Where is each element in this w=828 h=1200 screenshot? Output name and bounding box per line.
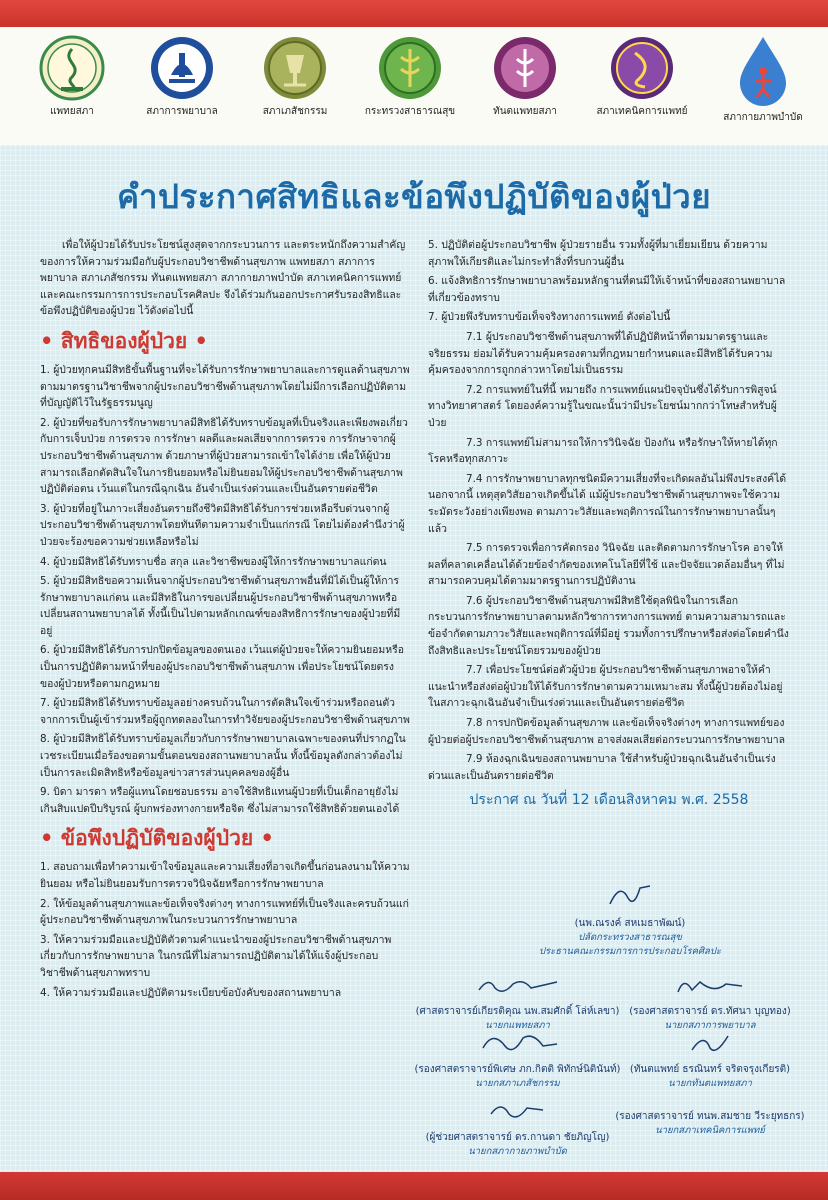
signature-block [610,972,810,1033]
fact-item: 7.1 ผู้ประกอบวิชาชีพด้านสุขภาพที่ได้ปฏิบัติหน้าที่ตามมาตรฐานและจริยธรรม ย่อมได้รับความคุ้มครองตามที่กฎหมายกำหนดและมีสิทธิได้รับความคุ้มครองจากการถูกกล่าวหาโดยไม่เป็นธรรม [428,330,773,377]
signature-mark-icon [473,972,563,1000]
medical-technology-council-seal-icon [609,35,675,101]
logo-label: กระทรวงสาธารณสุข [364,106,456,117]
rights-item: 9. บิดา มารดา หรือผู้แทนโดยชอบธรรม อาจใช้สิทธิแทนผู้ป่วยที่เป็นเด็กอายุยังไม่เกินสิบแปดปีบริบูรณ์ ผู้บกพร่องทางกายหรือจิต ซึ่งไม่สามารถใช้สิทธิด้วยตนเองได้ [40,786,400,815]
signatory-position: นายกสภาเทคนิคการแพทย์ [655,1125,765,1136]
signature-mark-icon [670,972,750,1000]
logo-medical-council [17,35,127,119]
ministry-public-health-seal-icon [377,35,443,101]
bullet-icon: • [40,327,54,353]
signatory-name: (ทันตแพทย์ ธรณินทร์ จริตจรุงเกียรติ) [629,1064,791,1075]
physical-therapy-council-seal-icon [730,35,796,107]
duties-item: 5. ปฏิบัติต่อผู้ประกอบวิชาชีพ ผู้ป่วยรายอื่น รวมทั้งผู้ที่มาเยี่ยมเยียน ด้วยความสุภาพให้เกียรติและไม่กระทำสิ่งที่รบกวนผู้อื่น [428,239,768,268]
fact-item: 7.2 การแพทย์ในที่นี้ หมายถึง การแพทย์แผนปัจจุบันซึ่งได้รับการพิสูจน์ทางวิทยาศาสตร์ โดยองค์ความรู้ในขณะนั้นว่ามีประโยชน์มากกว่าโทษสำหรับผู้ป่วย [428,383,777,429]
signatory-name: (ผู้ช่วยศาสตราจารย์ ดร.กานดา ชัยภิญโญ) [425,1132,610,1143]
logo-label: ทันตแพทยสภา [493,106,557,117]
duties-item: 2. ให้ข้อมูลด้านสุขภาพและข้อเท็จจริงต่างๆ ทางการแพทย์ที่เป็นจริงและครบถ้วนแก่ผู้ประกอบวิชาชีพด้านสุขภาพในกระบวนการรักษาพยาบาล [40,897,409,927]
duties-heading [40,825,410,851]
signature-block [410,1028,625,1091]
fact-item: 7.4 การรักษาพยาบาลทุกชนิดมีความเสี่ยงที่จะเกิดผลอันไม่พึงประสงค์ได้ นอกจากนี้ เหตุสุดวิสัยอาจเกิดขึ้นได้ แม้ผู้ประกอบวิชาชีพด้านสุขภาพจะใช้ความระมัดระวังอย่างเพียงพอ ตามภาวะวิสัยและพฤติการณ์ในการรักษาพยาบาลนั้นๆ แล้ว [428,472,787,535]
bullet-icon: • [260,825,274,851]
signature-block [610,1028,810,1091]
signatory-position: นายกแพทยสภา [485,1020,550,1031]
rights-item: 6. ผู้ป่วยมีสิทธิได้รับการปกปิดข้อมูลของตนเอง เว้นแต่ผู้ป่วยจะให้ความยินยอมหรือเป็นการปฏิบัติตามหน้าที่ของผู้ประกอบวิชาชีพด้านสุขภาพ เพื่อประโยชน์โดยตรงของผู้ป่วยหรือตามกฎหมาย [40,644,404,690]
pharmacy-council-seal-icon [262,35,328,101]
bullet-icon: • [194,327,208,353]
signatory-name: (รองศาสตราจารย์ ทนพ.สมชาย วีระยุทธกร) [615,1111,805,1122]
fact-item: 7.9 ห้องฉุกเฉินของสถานพยาบาล ใช้สำหรับผู้ป่วยฉุกเฉินอันจำเป็นเร่งด่วนและเป็นอันตรายต่อชีวิต [428,753,776,782]
logo-label: สภาเภสัชกรรม [262,106,328,117]
bullet-icon: • [40,825,54,851]
signatory-position: นายกสภาเภสัชกรรม [475,1078,560,1089]
duties-item: 6. แจ้งสิทธิการรักษาพยาบาลพร้อมหลักฐานที่ตนมีให้เจ้าหน้าที่ของสถานพยาบาลที่เกี่ยวข้องทราบ [428,275,786,304]
signature-block [520,878,740,959]
logo-physical-therapy-council [708,35,818,125]
logo-nursing-council [127,35,237,119]
rights-item: 7. ผู้ป่วยมีสิทธิได้รับทราบข้อมูลอย่างครบถ้วนในการตัดสินใจเข้าร่วมหรือถอนตัวจากการเป็นผู้เข้าร่วมหรือผู้ถูกทดลองในการทำวิจัยของผู้ประกอบวิชาชีพด้านสุขภาพ [40,697,410,726]
logo-dental-council [470,35,580,119]
signatory-name: (รองศาสตราจารย์พิเศษ ภก.กิตติ พิทักษ์นิตินันท์) [414,1064,621,1075]
logo-pharmacy-council [240,35,350,119]
signatory-position: นายกสภากายภาพบำบัด [468,1146,567,1157]
logo-label: สภาเทคนิคการแพทย์ [596,106,688,117]
rights-item: 8. ผู้ป่วยมีสิทธิได้รับทราบข้อมูลเกี่ยวกับการรักษาพยาบาลเฉพาะของตนที่ปรากฏในเวชระเบียนเมื่อร้องขอตามขั้นตอนของสถานพยาบาลนั้น ทั้งนี้ข้อมูลดังกล่าวต้องไม่เป็นการละเมิดสิทธิหรือข้อมูลข่าวสารส่วนบุคคลของผู้อื่น [40,733,406,779]
rights-heading [40,328,410,354]
signature-block [410,972,625,1033]
fact-item: 7.8 การปกปิดข้อมูลด้านสุขภาพ และข้อเท็จจริงต่างๆ ทางการแพทย์ของผู้ป่วยต่อผู้ประกอบวิชาชีพด้านสุขภาพ อาจส่งผลเสียต่อกระบวนการรักษาพยาบาล [428,717,785,746]
rights-item: 1. ผู้ป่วยทุกคนมีสิทธิขั้นพื้นฐานที่จะได้รับการรักษาพยาบาลและการดูแลด้านสุขภาพตามมาตรฐานวิชาชีพจากผู้ประกอบวิชาชีพด้านสุขภาพโดยไม่มีการเลือกปฏิบัติตามที่บัญญัติไว้ในรัฐธรรมนูญ [40,363,410,410]
signatory-position: ประธานคณะกรรมการการประกอบโรคศิลปะ [539,946,721,957]
fact-item: 7.6 ผู้ประกอบวิชาชีพด้านสุขภาพมีสิทธิใช้ดุลพินิจในการเลือกกระบวนการรักษาพยาบาลตามหลักวิชาการทางการแพทย์ ตามความสามารถและข้อจำกัดตามภาวะวิสัยและพฤติการณ์ที่มีอยู่ รวมทั้งการปรึกษาหรือส่งต่อโดยคำนึงถึงสิทธิและประโยชน์โดยรวมของผู้ป่วย [428,594,789,657]
intro-paragraph: เพื่อให้ผู้ป่วยได้รับประโยชน์สูงสุดจากกระบวนการ และตระหนักถึงความสำคัญของการให้ความร่วมมือกับผู้ประกอบวิชาชีพด้านสุขภาพ แพทยสภา สภาการพยาบาล สภาเภสัชกรรม ทันตแพทยสภา สภากายภาพบำบัด สภาเทคนิคการแพทย์ และคณะกรรมการการประกอบโรคศิลปะ จึงได้ร่วมกันออกประกาศรับรองสิทธิและข้อพึงปฏิบัติของผู้ป่วย ไว้ดังต่อไปนี้ [40,239,406,318]
top-color-band [0,0,828,27]
duties-heading-text: ข้อพึงปฏิบัติของผู้ป่วย [60,825,254,851]
signature-mark-icon [600,878,660,912]
rights-heading-text: สิทธิของผู้ป่วย [60,327,188,353]
logo-label: แพทยสภา [50,106,94,117]
bottom-color-band [0,1172,828,1200]
announcement-date: ประกาศ ณ วันที่ 12 เดือนสิงหาคม พ.ศ. 2558 [469,792,749,809]
signatory-position: นายกทันตแพทยสภา [668,1078,752,1089]
fact-item: 7.3 การแพทย์ไม่สามารถให้การวินิจฉัย ป้องกัน หรือรักษาให้หายได้ทุกโรคหรือทุกสภาวะ [428,436,778,466]
signatory-name: (นพ.ณรงค์ สหเมธาพัฒน์) [574,918,686,929]
medical-council-seal-icon [39,35,105,101]
left-column [40,237,410,1004]
signatory-name: (รองศาสตราจารย์ ดร.ทัศนา บุญทอง) [629,1006,791,1017]
duties-item: 4. ให้ความร่วมมือและปฏิบัติตามระเบียบข้อบังคับของสถานพยาบาล [40,986,342,999]
right-column [428,237,790,815]
signature-mark-icon [483,1096,553,1126]
logo-label: สภากายภาพบำบัด [723,112,803,123]
duties-item: 3. ให้ความร่วมมือและปฏิบัติตัวตามคำแนะนำของผู้ประกอบวิชาชีพด้านสุขภาพเกี่ยวกับการรักษาพยาบาล ในกรณีที่ไม่สามารถปฏิบัติตามได้ให้แจ้งผู้ประกอบวิชาชีพด้านสุขภาพทราบ [40,933,392,979]
signature-mark-icon [473,1028,563,1058]
logo-label: สภาการพยาบาล [146,106,218,117]
rights-item: 3. ผู้ป่วยที่อยู่ในภาวะเสี่ยงอันตรายถึงชีวิตมีสิทธิได้รับการช่วยเหลือรีบด่วนจากผู้ประกอบวิชาชีพด้านสุขภาพโดยทันทีตามความจำเป็นแก่กรณี โดยไม่ต้องคำนึงว่าผู้ป่วยจะร้องขอความช่วยเหลือหรือไม่ [40,502,405,548]
signatory-position: ปลัดกระทรวงสาธารณสุข [578,932,682,943]
signatory-name: (ศาสตราจารย์เกียรติคุณ นพ.สมศักดิ์ โล่ห์เลขา) [415,1006,620,1017]
nursing-council-seal-icon [149,35,215,101]
duties-item: 7. ผู้ป่วยพึงรับทราบข้อเท็จจริงทางการแพทย์ ดังต่อไปนี้ [428,311,671,324]
signature-block [410,1096,625,1159]
rights-item: 4. ผู้ป่วยมีสิทธิได้รับทราบชื่อ สกุล และวิชาชีพของผู้ให้การรักษาพยาบาลแก่ตน [40,555,387,568]
rights-item: 5. ผู้ป่วยมีสิทธิขอความเห็นจากผู้ประกอบวิชาชีพด้านสุขภาพอื่นที่มิได้เป็นผู้ให้การรักษาพยาบาลแก่ตน และมีสิทธิในการขอเปลี่ยนผู้ประกอบวิชาชีพด้านสุขภาพหรือเปลี่ยนสถานพยาบาลได้ ทั้งนี้เป็นไปตามหลักเกณฑ์ของสิทธิการรักษาของผู้ป่วยที่มีอยู่ [40,575,401,637]
fact-item: 7.5 การตรวจเพื่อการคัดกรอง วินิจฉัย และติดตามการรักษาโรค อาจให้ผลที่คลาดเคลื่อนได้ด้วยข้อจำกัดของเทคโนโลยีที่ใช้ และปัจจัยแวดล้อมอื่นๆ ที่ไม่สามารถควบคุมได้ตามมาตรฐานการปฏิบัติงาน [428,542,785,588]
logo-header [0,27,828,145]
page-title: คำประกาศสิทธิและข้อพึงปฏิบัติของผู้ป่วย [116,177,712,216]
signature-block [610,1110,810,1138]
logo-medical-technology-council [587,35,697,119]
dental-council-seal-icon [492,35,558,101]
rights-item: 2. ผู้ป่วยที่ขอรับการรักษาพยาบาลมีสิทธิได้รับทราบข้อมูลที่เป็นจริงและเพียงพอเกี่ยวกับการเจ็บป่วย การตรวจ การรักษา ผลดีและผลเสียจากการตรวจ การรักษาจากผู้ประกอบวิชาชีพด้านสุขภาพ ด้วยภาษาที่ผู้ป่วยสามารถเข้าใจได้ง่าย เพื่อให้ผู้ป่วยสามารถเลือกตัดสินใจในการยินยอมหรือไม่ยินยอมให้ผู้ประกอบวิชาชีพด้านสุขภาพปฏิบัติต่อตน เว้นแต่ในกรณีฉุกเฉิน อันจำเป็นเร่งด่วนและเป็นอันตรายต่อชีวิต [40,416,408,496]
signatory-position: นายกสภาการพยาบาล [664,1020,756,1031]
logo-ministry-public-health [355,35,465,119]
duties-item: 1. สอบถามเพื่อทำความเข้าใจข้อมูลและความเสี่ยงที่อาจเกิดขึ้นก่อนลงนามให้ความยินยอม หรือไม่ยินยอมรับการตรวจวินิจฉัยหรือการรักษาพยาบาล [40,861,410,890]
signature-mark-icon [680,1028,740,1058]
fact-item: 7.7 เพื่อประโยชน์ต่อตัวผู้ป่วย ผู้ประกอบวิชาชีพด้านสุขภาพอาจให้คำแนะนำหรือส่งต่อผู้ป่วยให้ได้รับการรักษาตามความเหมาะสม ทั้งนี้ผู้ป่วยต้องไม่อยู่ในสภาวะฉุกเฉินอันจำเป็นเร่งด่วนและเป็นอันตรายต่อชีวิต [428,664,783,710]
